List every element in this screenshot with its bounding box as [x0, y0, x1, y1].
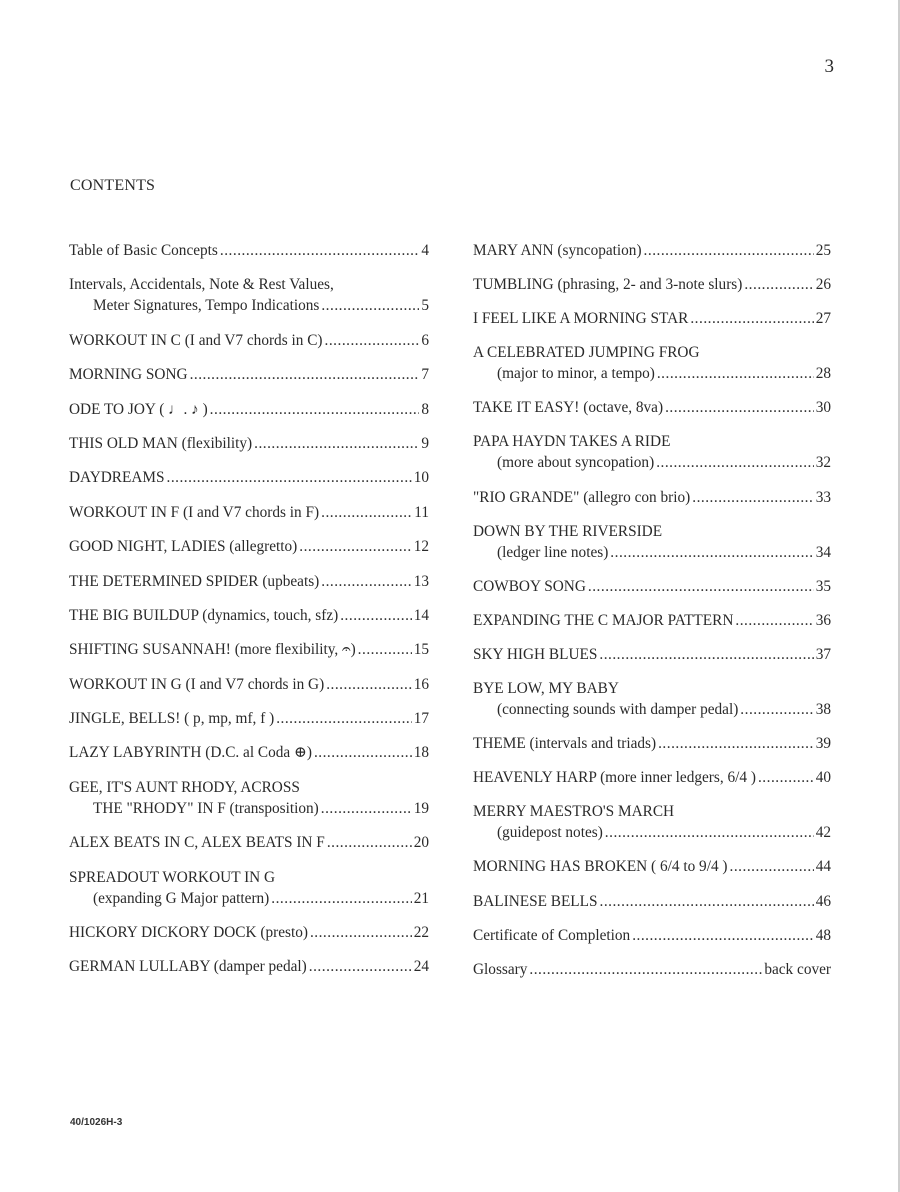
- toc-entry-line: [473, 891, 831, 912]
- toc-entry-line: [473, 342, 831, 363]
- dot-leader: [358, 639, 412, 660]
- toc-entry[interactable]: [69, 867, 429, 909]
- toc-entry-title: PAPA HAYDN TAKES A RIDE: [473, 433, 671, 451]
- toc-entry-line: [473, 699, 831, 720]
- toc-entry-title: THIS OLD MAN (flexibility): [69, 434, 253, 452]
- dot-leader: [340, 605, 411, 626]
- dot-leader: [744, 274, 813, 295]
- dot-leader: [588, 576, 814, 597]
- toc-entry-line: [473, 274, 831, 295]
- toc-entry-title: (ledger line notes): [497, 543, 609, 561]
- toc-entry[interactable]: [473, 487, 831, 508]
- toc-entry-title: THE BIG BUILDUP (dynamics, touch, sfz): [69, 606, 339, 624]
- dot-leader: [299, 536, 411, 557]
- toc-page-number: 20: [413, 834, 429, 852]
- toc-entry[interactable]: [473, 610, 831, 631]
- toc-entry-line: [69, 399, 429, 420]
- toc-entry-title: (guidepost notes): [497, 824, 603, 842]
- dot-leader: [605, 822, 814, 843]
- dot-leader: [665, 397, 814, 418]
- toc-entry-line: [473, 733, 831, 754]
- toc-page-number: 9: [421, 434, 429, 452]
- toc-page-number: 44: [815, 858, 831, 876]
- toc-entry[interactable]: [69, 742, 429, 763]
- toc-entry-line: [69, 467, 429, 488]
- toc-entry[interactable]: [69, 708, 429, 729]
- toc-entry[interactable]: [69, 467, 429, 488]
- toc-entry-title: BYE LOW, MY BABY: [473, 680, 619, 698]
- footer-code: 40/1026H-3: [70, 1117, 123, 1128]
- toc-page-number: 22: [413, 924, 429, 942]
- toc-entry-title: TUMBLING (phrasing, 2- and 3-note slurs): [473, 276, 743, 294]
- toc-page-number: 10: [413, 469, 429, 487]
- toc-entry-title: BALINESE BELLS: [473, 892, 598, 910]
- toc-entry-title: GEE, IT'S AUNT RHODY, ACROSS: [69, 778, 300, 796]
- toc-entry-line: [69, 571, 429, 592]
- toc-entry[interactable]: [473, 308, 831, 329]
- toc-entry-title: A CELEBRATED JUMPING FROG: [473, 344, 700, 362]
- dot-leader: [309, 956, 412, 977]
- toc-entry[interactable]: [69, 922, 429, 943]
- toc-entry-line: [69, 888, 429, 909]
- toc-page-number: 25: [815, 242, 831, 259]
- toc-page-number: 12: [413, 538, 429, 556]
- toc-page-number: 34: [815, 543, 831, 561]
- dot-leader: [692, 487, 813, 508]
- toc-entry[interactable]: [69, 330, 429, 351]
- toc-entry-line: [69, 798, 429, 819]
- dot-leader: [321, 798, 412, 819]
- toc-entry-title: MARY ANN (syncopation): [473, 242, 642, 259]
- toc-entry[interactable]: [473, 856, 831, 877]
- toc-entry-title: (expanding G Major pattern): [93, 889, 270, 907]
- toc-entry-title: MORNING HAS BROKEN ( 6/4 to 9/4 ): [473, 858, 728, 876]
- contents-column-left: [69, 240, 429, 977]
- toc-entry-line: [69, 867, 429, 888]
- toc-entry[interactable]: [473, 801, 831, 843]
- toc-entry-title: EXPANDING THE C MAJOR PATTERN: [473, 611, 734, 629]
- toc-entry-line: [69, 274, 429, 295]
- dot-leader: [190, 364, 420, 385]
- toc-entry-title: SPREADOUT WORKOUT IN G: [69, 868, 276, 886]
- toc-entry-title: ODE TO JOY ( ♩. ♪ ): [69, 400, 208, 418]
- toc-page-number: 39: [815, 735, 831, 753]
- toc-entry[interactable]: [69, 674, 429, 695]
- toc-page-number: 19: [413, 799, 429, 817]
- toc-entry-title: MERRY MAESTRO'S MARCH: [473, 803, 675, 821]
- toc-entry-title: COWBOY SONG: [473, 577, 586, 595]
- toc-entry-title: Glossary: [473, 960, 528, 978]
- toc-entry-line: [69, 536, 429, 557]
- toc-entry-line: [473, 397, 831, 418]
- page-number: 3: [824, 56, 834, 77]
- toc-entry[interactable]: [473, 733, 831, 754]
- dot-leader: [599, 644, 813, 665]
- toc-page-number: 38: [815, 701, 831, 719]
- toc-entry[interactable]: [69, 832, 429, 853]
- dot-leader: [656, 452, 814, 473]
- toc-entry[interactable]: [473, 342, 831, 384]
- toc-entry[interactable]: [69, 240, 429, 261]
- toc-entry-title: "RIO GRANDE" (allegro con brio): [473, 488, 691, 506]
- dot-leader: [314, 742, 412, 763]
- toc-entry-line: [473, 363, 831, 384]
- toc-entry[interactable]: [69, 364, 429, 385]
- toc-entry-line: [473, 542, 831, 563]
- toc-page-number: 33: [815, 488, 831, 506]
- toc-page-number: 16: [413, 675, 429, 693]
- dot-leader: [600, 891, 814, 912]
- toc-entry[interactable]: [69, 956, 429, 977]
- dot-leader: [310, 922, 412, 943]
- toc-entry-title: TAKE IT EASY! (octave, 8va): [473, 399, 664, 417]
- toc-entry-line: [69, 433, 429, 454]
- dot-leader: [271, 888, 411, 909]
- toc-entry-line: [69, 240, 429, 261]
- toc-entry[interactable]: [473, 274, 831, 295]
- toc-entry-line: [69, 605, 429, 626]
- toc-entry-title: (major to minor, a tempo): [497, 365, 655, 383]
- toc-entry[interactable]: [69, 433, 429, 454]
- dot-leader: [644, 240, 814, 261]
- toc-entry-line: [473, 925, 831, 946]
- toc-entry-title: SKY HIGH BLUES: [473, 645, 598, 663]
- toc-entry-title: DOWN BY THE RIVERSIDE: [473, 522, 663, 540]
- toc-entry-line: [69, 777, 429, 798]
- dot-leader: [276, 708, 412, 729]
- toc-entry[interactable]: [473, 767, 831, 788]
- toc-entry-line: [473, 959, 831, 980]
- toc-entry-line: [473, 431, 831, 452]
- toc-entry-line: [69, 956, 429, 977]
- toc-page-number: 7: [421, 366, 429, 384]
- toc-entry-line: [473, 576, 831, 597]
- toc-page-number: 32: [815, 454, 831, 472]
- toc-page-number: 17: [413, 710, 429, 728]
- contents-heading: CONTENTS: [70, 177, 156, 194]
- toc-entry-title: ALEX BEATS IN C, ALEX BEATS IN F: [69, 834, 325, 852]
- toc-entry-title: Certificate of Completion: [473, 926, 631, 944]
- dot-leader: [657, 363, 814, 384]
- toc-entry-title: THE DETERMINED SPIDER (upbeats): [69, 572, 320, 590]
- toc-entry[interactable]: [473, 678, 831, 720]
- dot-leader: [735, 610, 813, 631]
- toc-page-number: 21: [413, 889, 429, 907]
- toc-entry-line: [69, 639, 429, 660]
- toc-entry-line: [69, 742, 429, 763]
- toc-entry-title: WORKOUT IN G (I and V7 chords in G): [69, 675, 325, 693]
- toc-entry-line: [473, 767, 831, 788]
- dot-leader: [210, 399, 420, 420]
- toc-page-number: 36: [815, 611, 831, 629]
- dot-leader: [326, 674, 412, 695]
- toc-entry[interactable]: [473, 431, 831, 473]
- dot-leader: [321, 571, 411, 592]
- toc-entry-line: [473, 452, 831, 473]
- toc-page-number: 11: [414, 503, 429, 521]
- toc-entry-line: [69, 832, 429, 853]
- toc-entry-title: WORKOUT IN F (I and V7 chords in F): [69, 503, 320, 521]
- toc-page-number: 46: [815, 892, 831, 910]
- toc-entry-line: [473, 801, 831, 822]
- dot-leader: [730, 856, 814, 877]
- toc-page-number: 48: [815, 926, 831, 944]
- toc-page-number: 14: [413, 606, 429, 624]
- toc-entry-title: Meter Signatures, Tempo Indications: [93, 297, 320, 315]
- toc-entry[interactable]: [473, 521, 831, 563]
- dot-leader: [632, 925, 814, 946]
- dot-leader: [658, 733, 814, 754]
- toc-entry[interactable]: [69, 536, 429, 557]
- toc-entry[interactable]: [473, 959, 831, 980]
- dot-leader: [220, 240, 419, 261]
- toc-entry[interactable]: [69, 639, 429, 660]
- toc-entry-line: [69, 708, 429, 729]
- dot-leader: [529, 959, 762, 980]
- toc-entry-title: Table of Basic Concepts: [69, 242, 218, 259]
- toc-entry-title: JINGLE, BELLS! ( p, mp, mf, f ): [69, 710, 275, 728]
- toc-entry-title: WORKOUT IN C (I and V7 chords in C): [69, 331, 323, 349]
- toc-entry-title: (more about syncopation): [497, 454, 655, 472]
- toc-entry-line: [473, 822, 831, 843]
- toc-entry-title: GOOD NIGHT, LADIES (allegretto): [69, 538, 298, 556]
- toc-page-number: 28: [815, 365, 831, 383]
- toc-page-number: back cover: [764, 960, 831, 978]
- toc-page-number: 30: [815, 399, 831, 417]
- toc-entry-line: [473, 856, 831, 877]
- toc-entry[interactable]: [69, 399, 429, 420]
- toc-page-number: 27: [815, 310, 831, 328]
- toc-entry-line: [69, 502, 429, 523]
- toc-entry-line: [473, 308, 831, 329]
- dot-leader: [327, 832, 412, 853]
- toc-entry[interactable]: [473, 397, 831, 418]
- dot-leader: [690, 308, 813, 329]
- toc-page-number: 37: [815, 645, 831, 663]
- toc-page-number: 24: [413, 958, 429, 976]
- toc-entry-title: MORNING SONG: [69, 366, 188, 384]
- dot-leader: [167, 467, 412, 488]
- toc-page-number: 40: [815, 769, 831, 787]
- toc-entry-line: [473, 521, 831, 542]
- toc-page-number: 6: [421, 331, 429, 349]
- toc-entry-line: [69, 295, 429, 316]
- toc-entry-title: (connecting sounds with damper pedal): [497, 701, 739, 719]
- toc-entry-line: [473, 678, 831, 699]
- dot-leader: [740, 699, 813, 720]
- toc-entry-title: HICKORY DICKORY DOCK (presto): [69, 924, 308, 942]
- toc-page-number: 35: [815, 577, 831, 595]
- toc-entry[interactable]: [473, 240, 831, 261]
- toc-entry-title: LAZY LABYRINTH (D.C. al Coda ⊕): [69, 744, 312, 762]
- toc-page-number: 26: [815, 276, 831, 294]
- toc-entry-line: [69, 364, 429, 385]
- toc-entry-title: THEME (intervals and triads): [473, 735, 657, 753]
- dot-leader: [325, 330, 420, 351]
- toc-page-number: 15: [413, 641, 429, 659]
- toc-entry-line: [473, 610, 831, 631]
- toc-page-number: 4: [421, 242, 429, 259]
- toc-page-number: 8: [421, 400, 429, 418]
- toc-entry[interactable]: [473, 925, 831, 946]
- toc-entry-line: [69, 922, 429, 943]
- toc-entry-title: SHIFTING SUSANNAH! (more flexibility, 𝄐): [69, 641, 356, 659]
- dot-leader: [610, 542, 813, 563]
- toc-entry-title: DAYDREAMS: [69, 469, 165, 487]
- toc-entry-line: [69, 674, 429, 695]
- toc-entry-line: [473, 487, 831, 508]
- toc-page-number: 18: [413, 744, 429, 762]
- toc-entry-title: Intervals, Accidentals, Note & Rest Values,: [69, 276, 334, 294]
- toc-entry-title: I FEEL LIKE A MORNING STAR: [473, 310, 689, 328]
- toc-page-number: 42: [815, 824, 831, 842]
- contents-column-right: [473, 240, 831, 980]
- toc-entry[interactable]: [69, 571, 429, 592]
- toc-entry[interactable]: [473, 644, 831, 665]
- toc-entry-title: THE "RHODY" IN F (transposition): [93, 799, 319, 817]
- toc-entry[interactable]: [69, 777, 429, 819]
- toc-entry-line: [69, 330, 429, 351]
- toc-entry[interactable]: [473, 891, 831, 912]
- toc-entry-title: GERMAN LULLABY (damper pedal): [69, 958, 307, 976]
- toc-entry-line: [473, 644, 831, 665]
- dot-leader: [321, 502, 412, 523]
- toc-page-number: 13: [413, 572, 429, 590]
- toc-entry[interactable]: [69, 605, 429, 626]
- toc-entry-line: [473, 240, 831, 261]
- toc-entry[interactable]: [69, 274, 429, 316]
- dot-leader: [758, 767, 814, 788]
- dot-leader: [254, 433, 419, 454]
- toc-entry-title: HEAVENLY HARP (more inner ledgers, 6/4 ): [473, 769, 756, 787]
- toc-page-number: 5: [421, 297, 429, 315]
- toc-entry[interactable]: [69, 502, 429, 523]
- toc-entry[interactable]: [473, 576, 831, 597]
- dot-leader: [321, 295, 419, 316]
